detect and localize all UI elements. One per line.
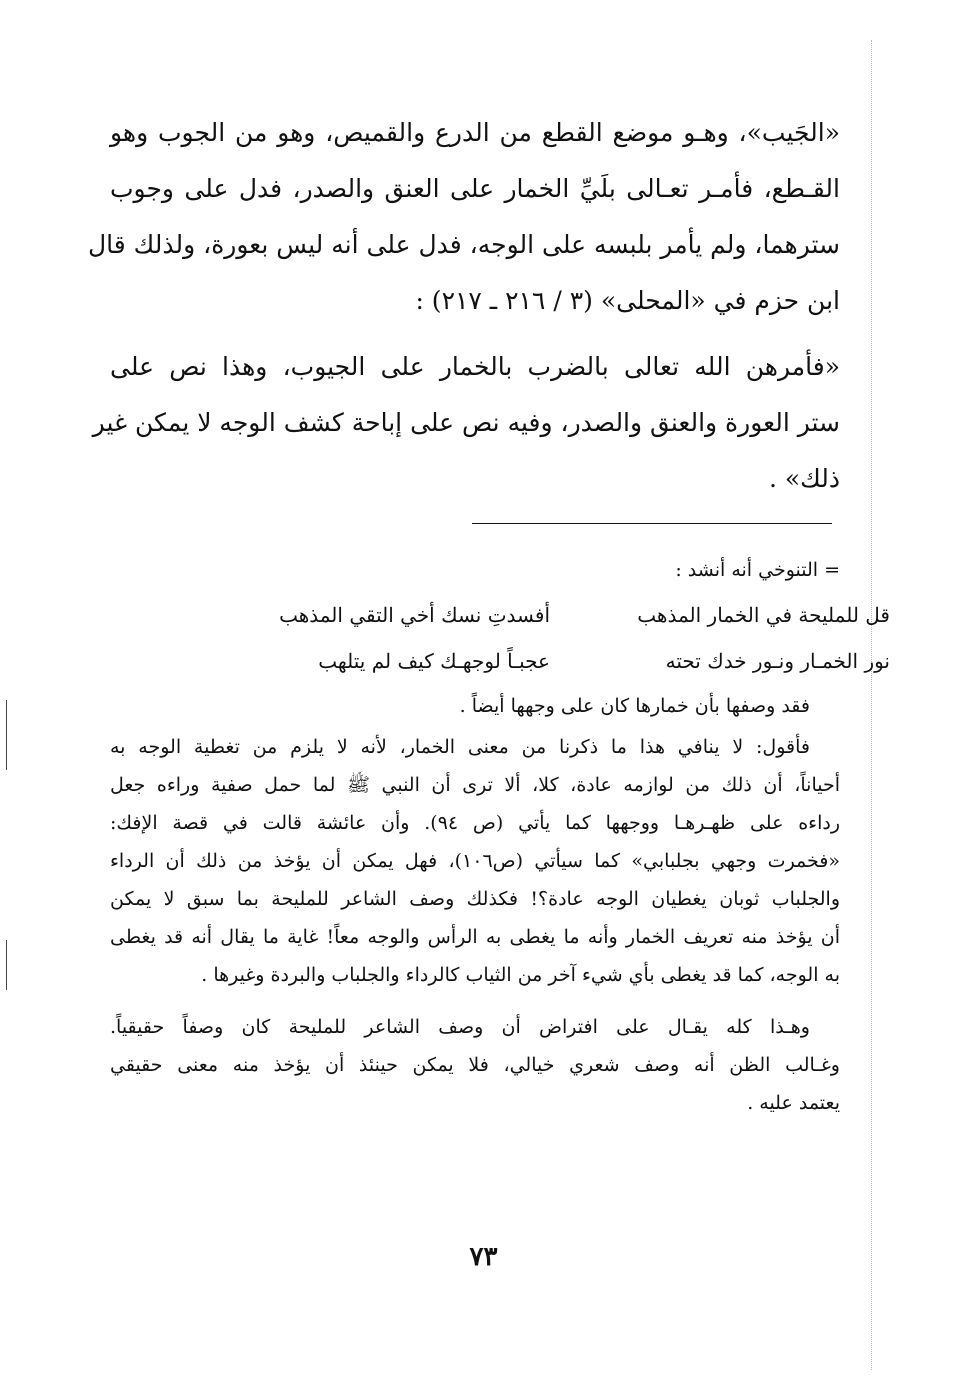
footnote-line: به الوجه، كما قد يغطى بأي شيء آخر من الثياب كالرداء والجلباب والبردة وغيرها .	[201, 964, 840, 986]
footnote-line: فقد وصفها بأن خمارها كان على وجهها أيضاً .	[459, 695, 810, 717]
text-line: القـطع، فأمـر تعـالى بلَيِّ الخمار على العنق والصدر، فدل على وجوب	[110, 174, 840, 203]
poem-verse	[110, 592, 890, 638]
footnote-intro: = التنوخي أنه أنشد :	[675, 559, 840, 581]
margin-mark	[6, 700, 7, 770]
footnote-line: يعتمد عليه .	[747, 1092, 840, 1114]
text-line: سترهما، ولم يأمر بلبسه على الوجه، فدل على أنه ليس بعورة، ولذلك قال	[88, 230, 840, 259]
quote-line: ستر العورة والعنق والصدر، وفيه نص على إباحة كشف الوجه لا يمكن غير	[92, 408, 840, 437]
quote-line: «فأمرهن الله تعالى بالضرب بالخمار على الجيوب، وهذا نص على	[110, 352, 840, 381]
text-line: ابن حزم في «المحلى» (٣ / ٢١٦ ـ ٢١٧) :	[415, 286, 840, 315]
verse-hemistich-first: قل للمليحة في الخمار المذهب	[637, 603, 890, 627]
footnote-line: وهـذا كله يقـال على افتراض أن وصف الشاعر للمليحة كان وصفاً حقيقياً.	[110, 1016, 810, 1038]
margin-mark	[6, 940, 7, 990]
footnote-line: وغـالب الظن أنه وصف شعري خيالي، فلا يمكن حينئذ أن يؤخذ منه معنى حقيقي	[110, 1054, 840, 1076]
verse-hemistich-second: أفسدتِ نسك أخي التقي المذهب	[279, 603, 550, 627]
main-text	[88, 105, 840, 507]
footnote-line: أن يؤخذ منه تعريف الخمار وأنه ما يغطى به الرأس والوجه معاً! غاية ما يقال أنه قد يغطى	[110, 926, 840, 948]
page-number: ٧٣	[469, 1242, 498, 1272]
footnote-line: «فخمرت وجهي بجلبابي» كما سيأتي (ص١٠٦)، فهل يمكن أن يؤخذ من ذلك أن الرداء	[110, 850, 841, 872]
text-line: «الجَيب»، وهـو موضع القطع من الدرع والقميص، وهو من الجوب وهو	[110, 118, 840, 147]
footnote-line: فأقول: لا ينافي هذا ما ذكرنا من معنى الخمار، لأنه لا يلزم من تغطية الوجه به	[110, 736, 810, 758]
footnote-line: والجلباب ثوبان يغطيان الوجه عادة؟! فكذلك وصف الشاعر للمليحة بما سبق لا يمكن	[110, 888, 840, 910]
verse-hemistich-second: عجبـاً لوجهـك كيف لم يتلهب	[318, 649, 550, 673]
quote-line: ذلك» .	[768, 464, 840, 493]
footnote-line: رداءه على ظهـرهـا ووجهها كما يأتي (ص ٩٤). وأن عائشة قالت في قصة الإفك:	[110, 812, 841, 834]
poem-verse	[110, 638, 890, 684]
verse-hemistich-first: نور الخمـار ونـور خدك تحته	[665, 649, 890, 673]
footnote-section	[110, 548, 890, 1122]
page-edge-dotted-line	[871, 40, 872, 1370]
footnote-separator	[472, 523, 832, 524]
footnote-line: أحياناً، أن ذلك من لوازمه عادة، كلا، ألا ترى أن النبي ﷺ لما حمل صفية وراءه جعل	[110, 774, 840, 796]
